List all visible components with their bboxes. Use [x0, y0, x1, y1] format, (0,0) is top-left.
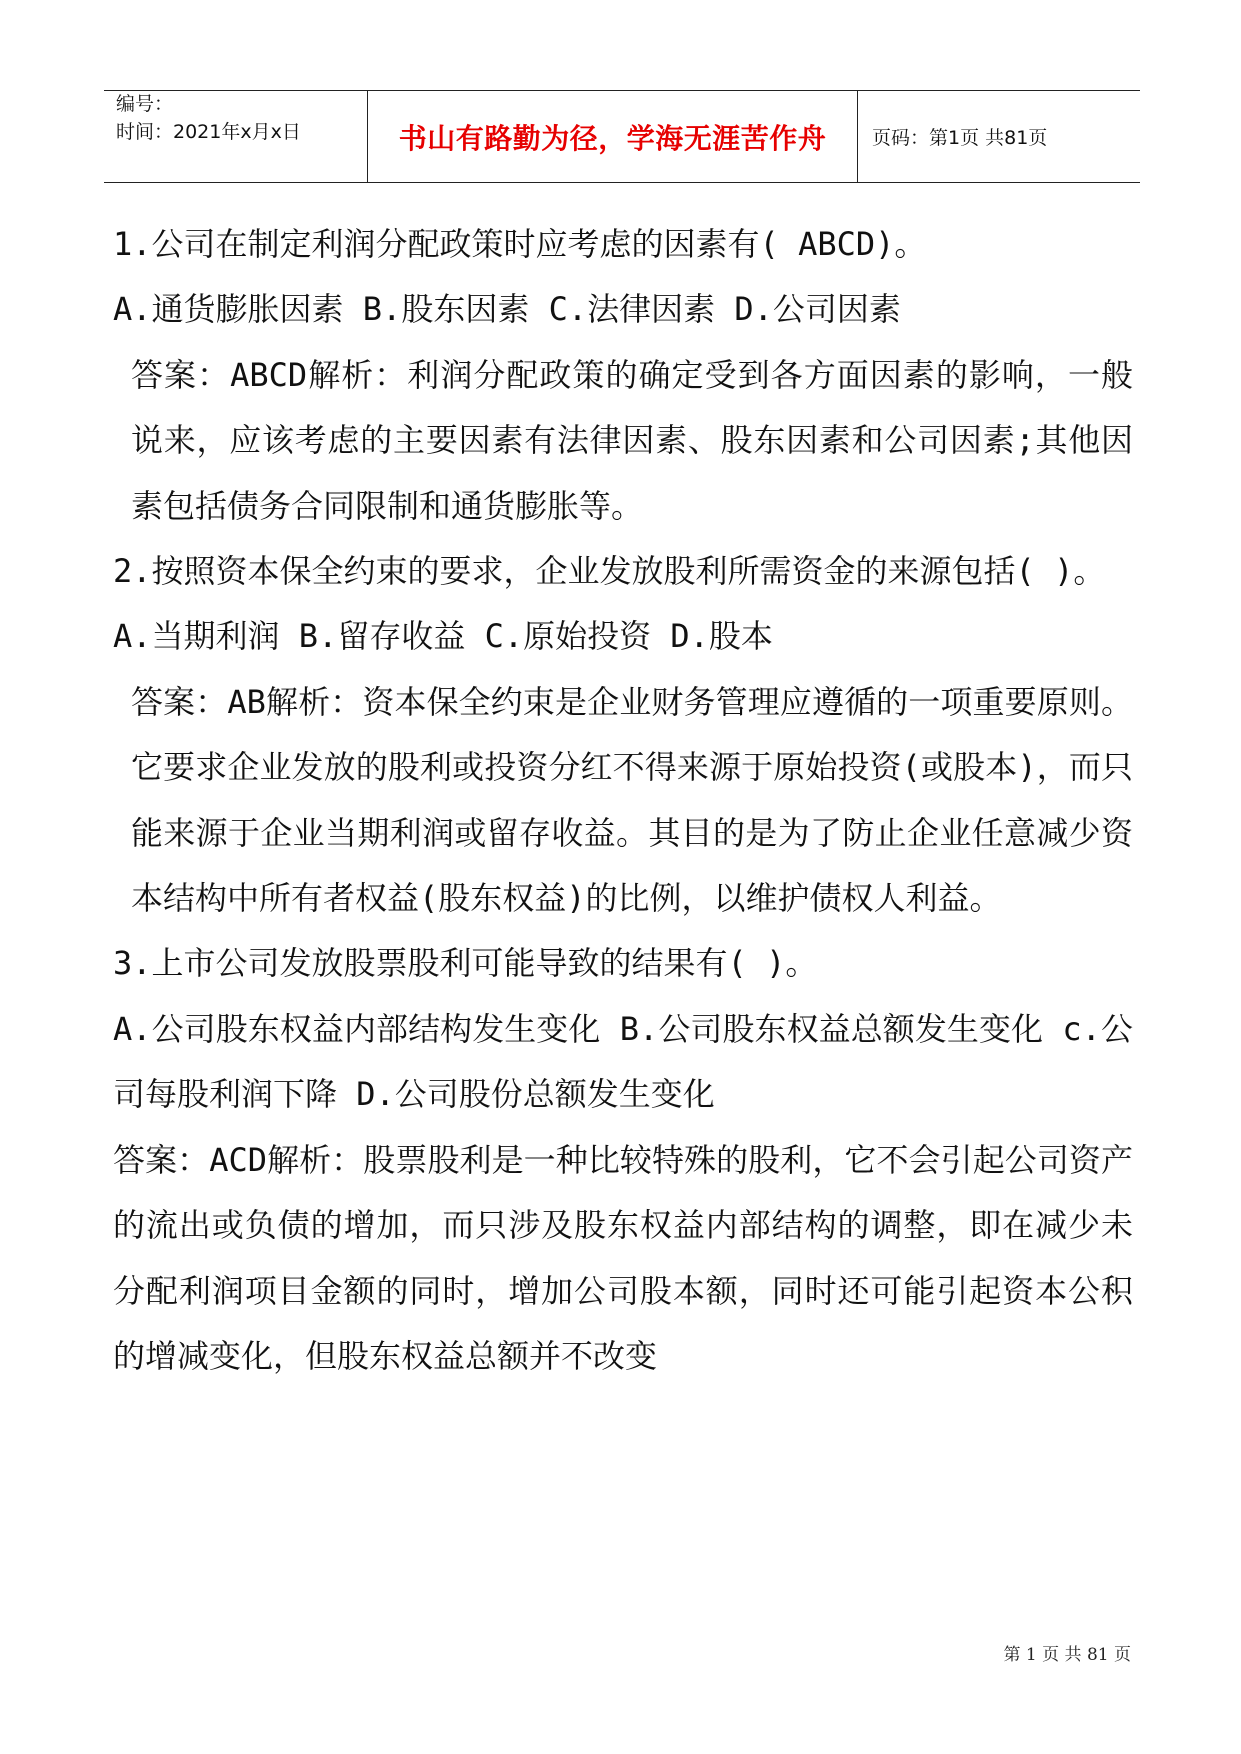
header-info-cell: [104, 91, 368, 182]
page-header: [104, 90, 1140, 183]
header-page-cell: [858, 91, 1140, 182]
header-motto-cell: [368, 91, 858, 182]
document-number-label: 编号：: [116, 93, 174, 115]
answer-3: 答案：ACD解析：股票股利是一种比较特殊的股利，它不会引起公司资产的流出或负债的增加，而只涉及股东权益内部结构的调整，即在减少未分配利润项目金额的同时，增加公司股本额，同时还可能引起资本公积的增减变化，但股东权益总额并不改变: [113, 1140, 1133, 1375]
header-motto: 书山有路勤为径，学海无涯苦作舟: [398, 121, 827, 155]
question-1-options: A.通货膨胀因素 B.股东因素 C.法律因素 D.公司因素: [113, 290, 901, 329]
page-footer: 第 1 页 共 81 页: [1003, 1645, 1131, 1665]
question-3: 3.上市公司发放股票股利可能导致的结果有( )。: [113, 944, 818, 983]
question-3-options: A.公司股东权益内部结构发生变化 B.公司股东权益总额发生变化 c.公司每股利润下降 D.公司股份总额发生变化: [113, 1009, 1133, 1114]
question-2-options: A.当期利润 B.留存收益 C.原始投资 D.股本: [113, 617, 773, 656]
question-1: 1.公司在制定利润分配政策时应考虑的因素有( ABCD)。: [113, 225, 927, 263]
document-time-label: 时间：2021年x月x日: [116, 121, 301, 143]
answer-1: 答案：ABCD解析：利润分配政策的确定受到各方面因素的影响，一般说来，应该考虑的主要因素有法律因素、股东因素和公司因素;其他因素包括债务合同限制和通货膨胀等。: [131, 355, 1133, 525]
answer-2: 答案：AB解析：资本保全约束是企业财务管理应遵循的一项重要原则。它要求企业发放的股利或投资分红不得来源于原始投资(或股本)，而只能来源于企业当期利润或留存收益。其目的是为了防止企业任意减少资本结构中所有者权益(股东权益)的比例，以维护债权人利益。: [131, 682, 1133, 918]
question-2: 2.按照资本保全约束的要求，企业发放股利所需资金的来源包括( )。: [113, 552, 1106, 591]
document-body: [113, 212, 1133, 1389]
header-page-code: 页码：第1页 共81页: [872, 127, 1048, 149]
